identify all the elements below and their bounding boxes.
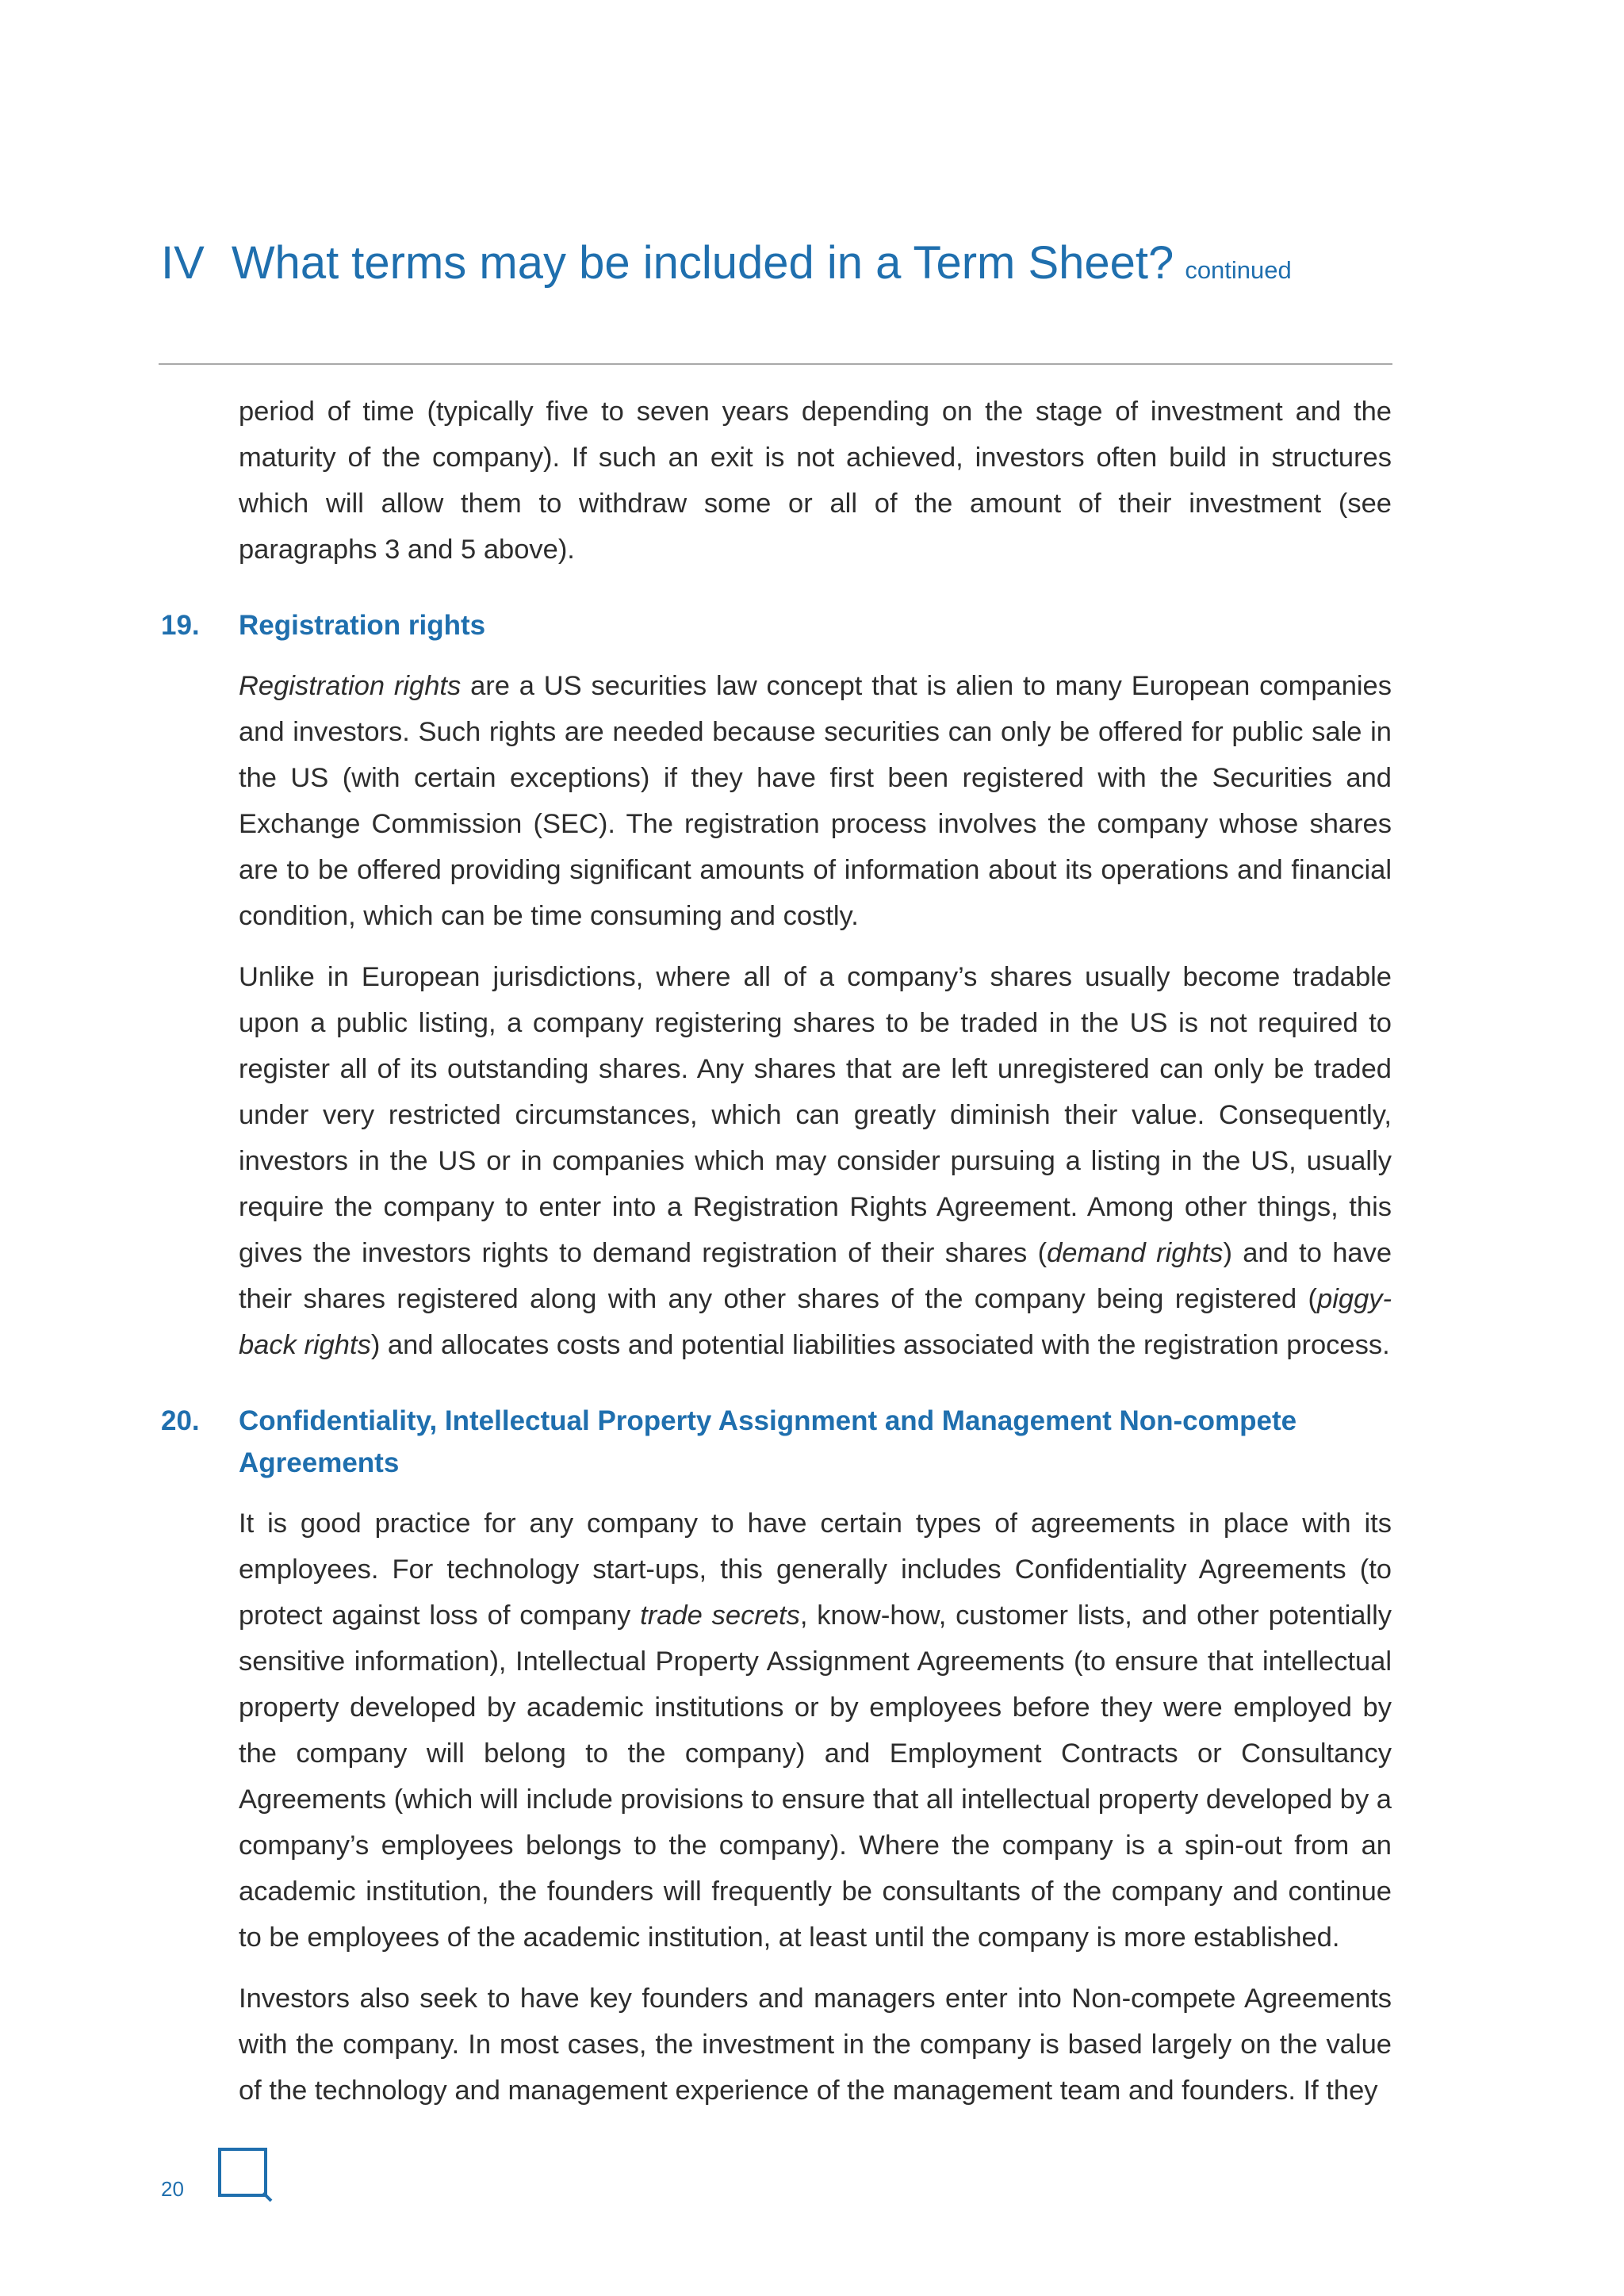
section-19-title: Registration rights [239, 610, 486, 641]
section-20-number: 20. [161, 1405, 200, 1436]
section-19-paragraph-1: Registration rights are a US securities law concept that is alien to many European companies and investors. Such rights are needed because securities can only be offered for public sale in the US (with certain exceptions) if they have first been registered with the Securities and Exchange Commission (SEC). The registration process involves the company whose shares are to be offered providing significant amounts of information about its operations and financial condition, which can be time consuming and costly. [239, 671, 1392, 931]
term-registration-rights: Registration rights [239, 671, 462, 701]
section-20-title: Confidentiality, Intellectual Property Assignment and Management Non-compete Agreements [239, 1405, 1297, 1478]
section-20-heading [161, 1400, 1392, 1484]
header-divider [159, 363, 1392, 365]
section-20-paragraph-2: Investors also seek to have key founders and managers enter into Non-compete Agreements with the company. In most cases, the investment in the company is based largely on the value of the technology and management experience of the management team and founders. If they [239, 1984, 1392, 2106]
intro-paragraph: period of time (typically five to seven years depending on the stage of investment and the maturity of the company). If such an exit is not achieved, investors often build in structures which will allow them to withdraw some or all of the amount of their investment (see paragraphs 3 and 5 above). [239, 397, 1392, 565]
chapter-title: What terms may be included in a Term Sheet? [231, 237, 1174, 289]
section-19-heading [161, 604, 1392, 646]
square-corner-icon [217, 2147, 273, 2202]
page-number: 20 [161, 2177, 184, 2201]
section-19-paragraph-2: Unlike in European jurisdictions, where all of a company’s shares usually become tradable upon a public listing, a company registering shares to be traded in the US is not required to register all of its outstanding shares. Any shares that are left unregistered can only be traded under very restricted circumstances, which can greatly diminish their value. Consequently, investors in the US or in companies which may consider pursuing a listing in the US, usually require the company to enter into a Registration Rights Agreement. Among other things, this gives the investors rights to demand registration of their shares (demand rights) and to have their shares registered along with any other shares of the company being registered (piggy-back rights) and allocates costs and potential liabilities associated with the registration process. [239, 962, 1392, 1360]
term-demand-rights: demand rights [1047, 1238, 1224, 1268]
section-20-paragraph-1: It is good practice for any company to have certain types of agreements in place with its employees. For technology start-ups, this generally includes Confidentiality Agreements (to protect against loss of company trade secrets, know-how, customer lists, and other potentially sensitive information), Intellectual Property Assignment Agreements (to ensure that intellectual property developed by academic institutions or by employees before they were employed by the company will belong to the company) and Employment Contracts or Consultancy Agreements (which will include provisions to ensure that all intellectual property developed by a company’s employees belongs to the company). Where the company is a spin-out from an academic institution, the founders will frequently be consultants of the company and continue to be employees of the academic institution, at least until the company is more established. [239, 1508, 1392, 1953]
chapter-number: IV [161, 237, 205, 289]
term-trade-secrets: trade secrets [640, 1600, 800, 1631]
continued-label: continued [1185, 256, 1292, 284]
section-19-number: 19. [161, 610, 200, 641]
page-heading [161, 236, 1292, 289]
term-piggy-back-rights: piggy-back rights [239, 1284, 1392, 1360]
body-content [161, 389, 1392, 2129]
